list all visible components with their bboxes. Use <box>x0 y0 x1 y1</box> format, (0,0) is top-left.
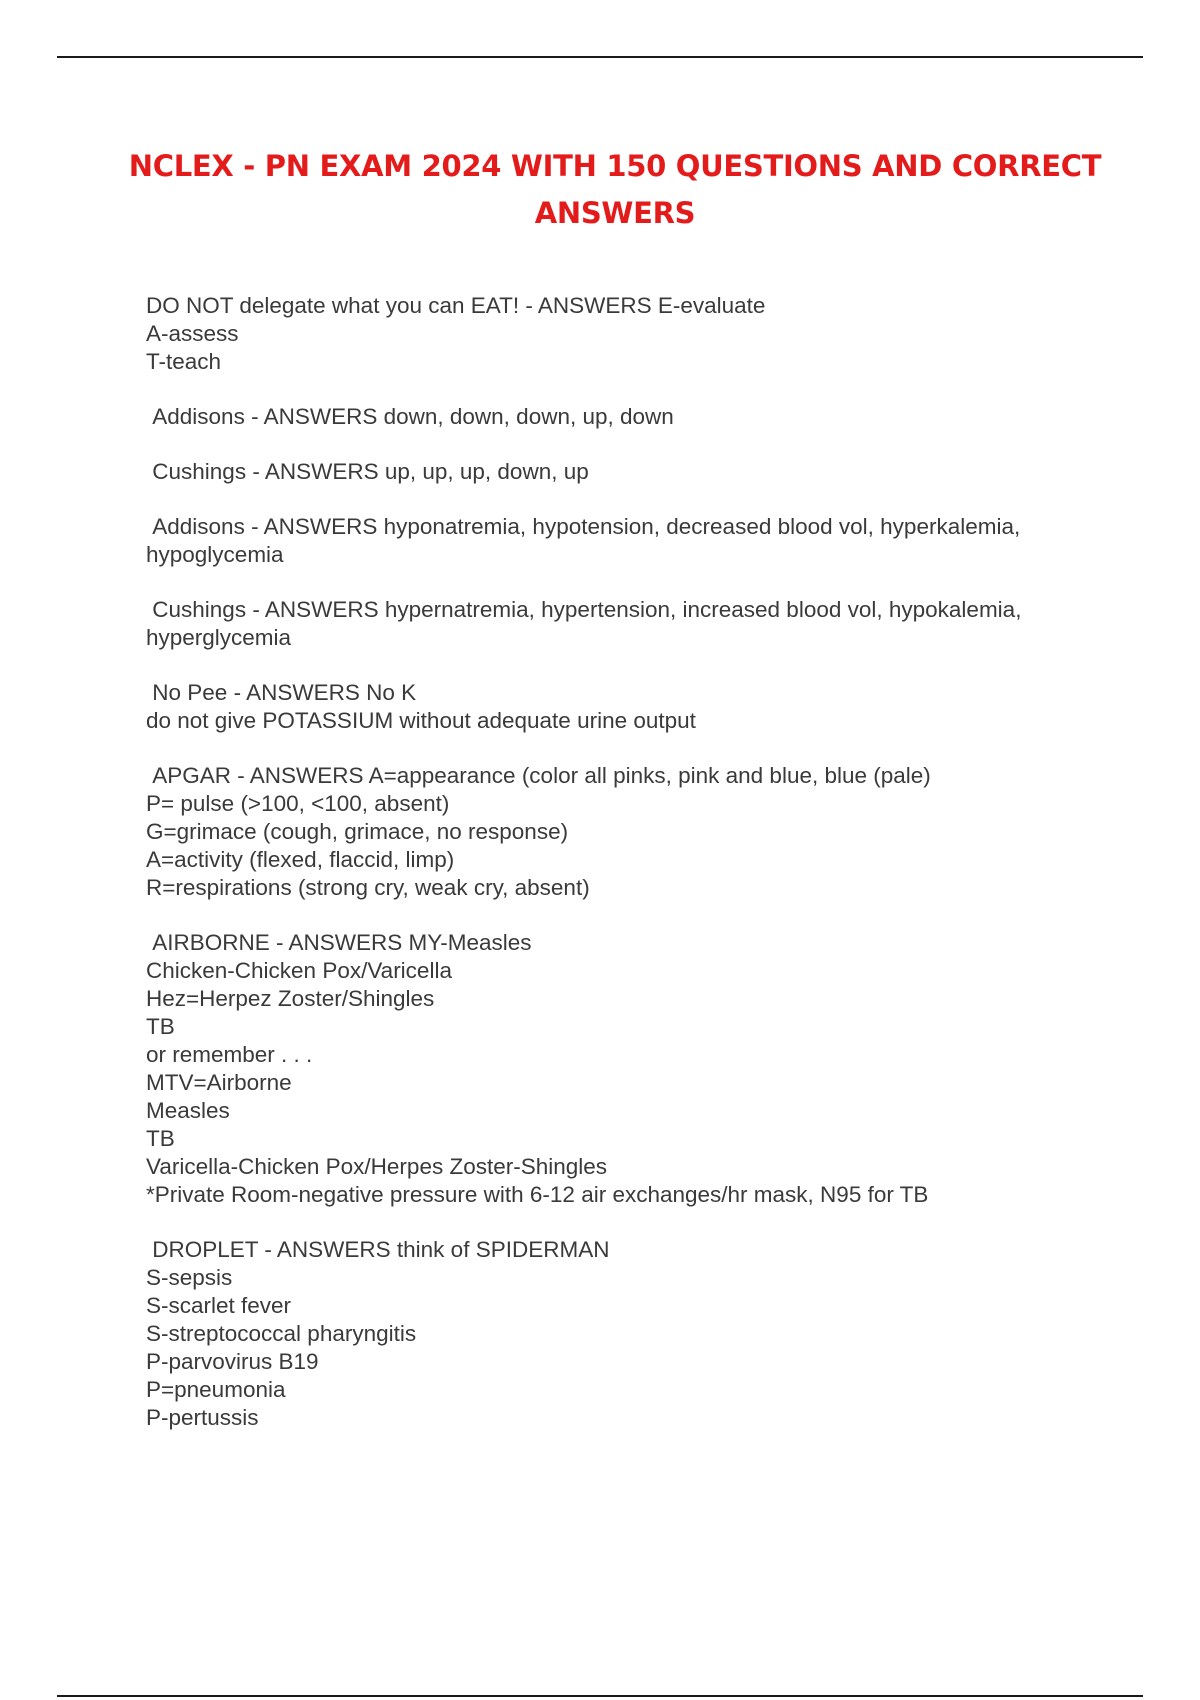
entry-line: Hez=Herpez Zoster/Shingles <box>146 986 435 1011</box>
entry-cushings-signs <box>146 596 1096 652</box>
entry-addisons-pattern <box>146 403 1096 431</box>
entry-line: Chicken-Chicken Pox/Varicella <box>146 958 452 983</box>
entry-line: Varicella-Chicken Pox/Herpes Zoster-Shingles <box>146 1154 608 1179</box>
entry-line: P=pneumonia <box>146 1377 286 1402</box>
top-divider <box>57 56 1143 58</box>
bottom-divider <box>57 1695 1143 1697</box>
entry-line: Cushings - ANSWERS hypernatremia, hypertension, increased blood vol, hypokalemia, <box>146 597 1022 622</box>
entry-line: S-scarlet fever <box>146 1293 292 1318</box>
entry-line: S-sepsis <box>146 1265 233 1290</box>
entry-no-pee <box>146 679 1096 735</box>
entry-line: A-assess <box>146 321 239 346</box>
entry-line: Addisons - ANSWERS hyponatremia, hypotension, decreased blood vol, hyperkalemia, <box>146 514 1021 539</box>
entry-line: DO NOT delegate what you can EAT! - ANSWERS E-evaluate <box>146 293 766 318</box>
entry-delegation <box>146 292 1096 376</box>
document-body <box>146 292 1096 1459</box>
entry-line: hyperglycemia <box>146 625 292 650</box>
entry-line: A=activity (flexed, flaccid, limp) <box>146 847 455 872</box>
entry-line: AIRBORNE - ANSWERS MY-Measles <box>146 930 532 955</box>
entry-line: APGAR - ANSWERS A=appearance (color all pinks, pink and blue, blue (pale) <box>146 763 931 788</box>
entry-line: hypoglycemia <box>146 542 284 567</box>
entry-line: P-parvovirus B19 <box>146 1349 319 1374</box>
entry-line: T-teach <box>146 349 222 374</box>
entry-line: P= pulse (>100, <100, absent) <box>146 791 450 816</box>
entry-addisons-signs <box>146 513 1096 569</box>
entry-apgar <box>146 762 1096 902</box>
entry-line: *Private Room-negative pressure with 6-12 air exchanges/hr mask, N95 for TB <box>146 1182 929 1207</box>
entry-line: MTV=Airborne <box>146 1070 292 1095</box>
entry-line: TB <box>146 1126 175 1151</box>
entry-line: or remember . . . <box>146 1042 313 1067</box>
entry-line: TB <box>146 1014 175 1039</box>
entry-airborne <box>146 929 1096 1209</box>
entry-line: DROPLET - ANSWERS think of SPIDERMAN <box>146 1237 610 1262</box>
entry-line: do not give POTASSIUM without adequate urine output <box>146 708 696 733</box>
entry-line: R=respirations (strong cry, weak cry, absent) <box>146 875 590 900</box>
entry-cushings-pattern <box>146 458 1096 486</box>
entry-line: Measles <box>146 1098 230 1123</box>
document-title <box>120 143 1110 237</box>
entry-line: Cushings - ANSWERS up, up, up, down, up <box>146 459 589 484</box>
entry-line: G=grimace (cough, grimace, no response) <box>146 819 569 844</box>
entry-line: S-streptococcal pharyngitis <box>146 1321 417 1346</box>
entry-line: Addisons - ANSWERS down, down, down, up, down <box>146 404 674 429</box>
title-line-2: ANSWERS <box>534 196 696 230</box>
entry-line: P-pertussis <box>146 1405 259 1430</box>
entry-droplet <box>146 1236 1096 1432</box>
title-line-1: NCLEX - PN EXAM 2024 WITH 150 QUESTIONS AND CORRECT <box>128 149 1102 183</box>
entry-line: No Pee - ANSWERS No K <box>146 680 417 705</box>
